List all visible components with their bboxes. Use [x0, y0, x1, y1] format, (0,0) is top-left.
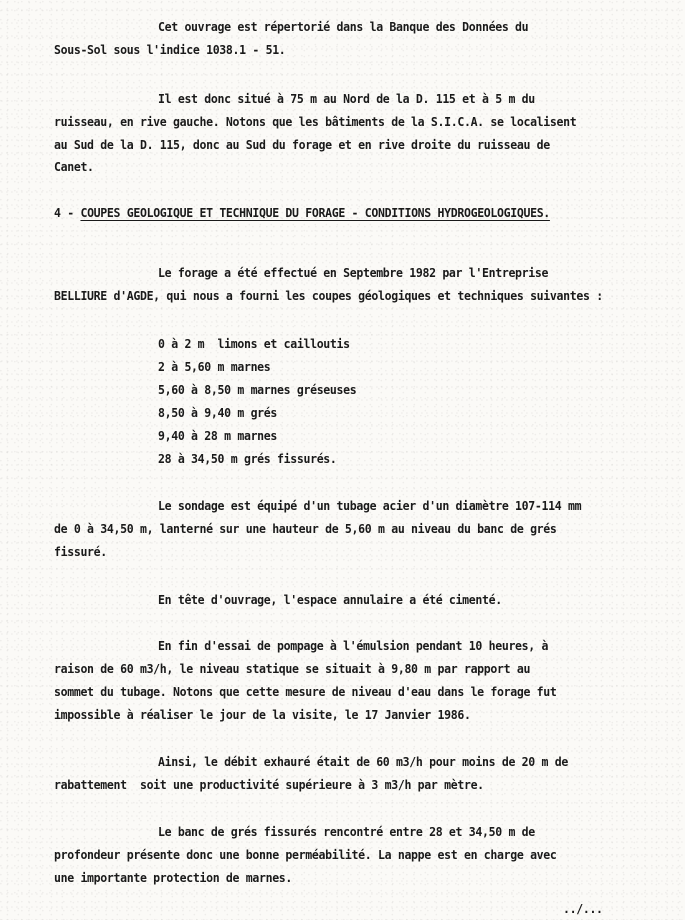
paragraph-3-line-1: Le forage a été effectué en Septembre 1982 par l'Entreprise [158, 265, 549, 280]
strata-item: 0 à 2 m limons et cailloutis [158, 336, 350, 351]
paragraph-8-line-2: profondeur présente donc une bonne perméabilité. La nappe est en charge avec [54, 847, 557, 862]
strata-item: 8,50 à 9,40 m grés [158, 405, 278, 420]
paragraph-2-line-2: ruisseau, en rive gauche. Notons que les bâtiments de la S.I.C.A. se localisent [54, 114, 577, 129]
paragraph-2-line-4: Canet. [54, 159, 94, 174]
section-number: 4 - [54, 205, 81, 220]
paragraph-6-line-4: impossible à réaliser le jour de la visite, le 17 Janvier 1986. [54, 707, 471, 722]
paragraph-4-line-3: fissuré. [54, 544, 107, 559]
paragraph-8-line-3: une importante protection de marnes. [54, 870, 293, 885]
strata-item: 28 à 34,50 m grés fissurés. [158, 451, 337, 466]
section-title: COUPES GEOLOGIQUE ET TECHNIQUE DU FORAGE - CONDITIONS HYDROGEOLOGIQUES. [80, 205, 550, 220]
section-heading [54, 206, 550, 220]
paragraph-6-line-2: raison de 60 m3/h, le niveau statique se situait à 9,80 m par rapport au [54, 661, 531, 676]
paragraph-2-line-3: au Sud de la D. 115, donc au Sud du forage et en rive droite du ruisseau de [54, 137, 550, 152]
paragraph-4-line-2: de 0 à 34,50 m, lanterné sur une hauteur de 5,60 m au niveau du banc de grés [54, 521, 557, 536]
paragraph-4-line-1: Le sondage est équipé d'un tubage acier d'un diamètre 107-114 mm [158, 498, 582, 513]
strata-item: 5,60 à 8,50 m marnes gréseuses [158, 382, 357, 397]
paragraph-1-line-1: Cet ouvrage est répertorié dans la Banque des Données du [158, 19, 529, 34]
paragraph-7-line-2: rabattement soit une productivité supérieure à 3 m3/h par mètre. [54, 777, 484, 792]
paragraph-6-line-1: En fin d'essai de pompage à l'émulsion pendant 10 heures, à [158, 638, 549, 653]
strata-item: 9,40 à 28 m marnes [158, 428, 278, 443]
paragraph-8-line-1: Le banc de grés fissurés rencontré entre 28 et 34,50 m de [158, 824, 535, 839]
paragraph-3-line-2: BELLIURE d'AGDE, qui nous a fourni les coupes géologiques et techniques suivantes : [54, 288, 603, 303]
paragraph-7-line-1: Ainsi, le débit exhauré était de 60 m3/h pour moins de 20 m de [158, 754, 568, 769]
strata-item: 2 à 5,60 m marnes [158, 359, 271, 374]
paragraph-6-line-3: sommet du tubage. Notons que cette mesure de niveau d'eau dans le forage fut [54, 684, 557, 699]
page-continuation-marker: ../... [563, 901, 603, 916]
paragraph-1-line-2: Sous-Sol sous l'indice 1038.1 - 51. [54, 42, 286, 57]
paragraph-2-line-1: Il est donc situé à 75 m au Nord de la D. 115 et à 5 m du [158, 91, 535, 106]
paragraph-5-line-1: En tête d'ouvrage, l'espace annulaire a été cimenté. [158, 592, 502, 607]
